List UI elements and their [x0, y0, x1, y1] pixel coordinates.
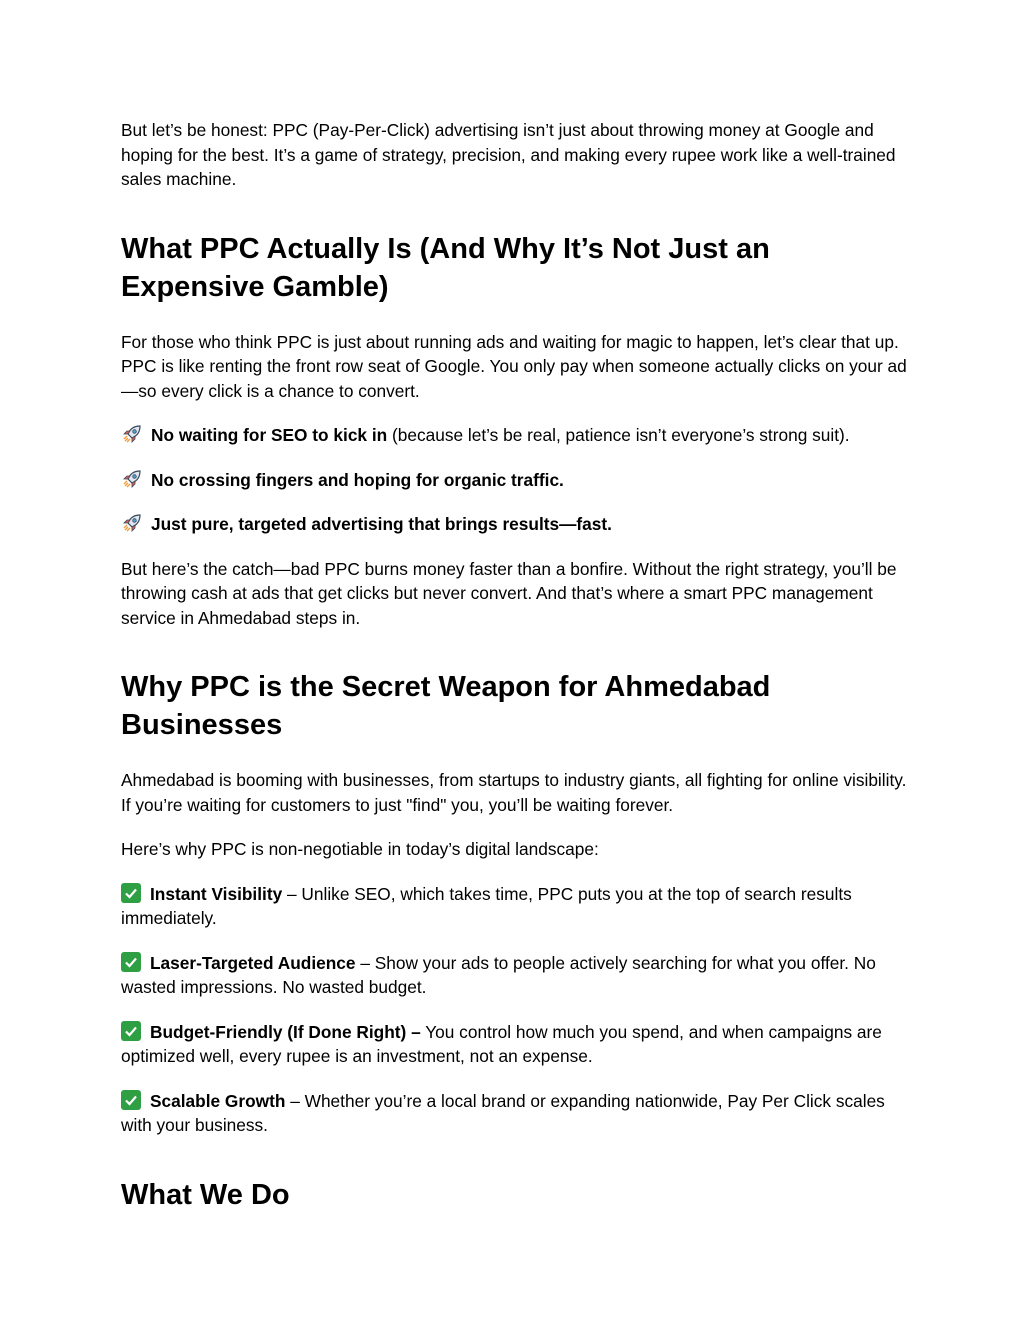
rocket-bullet-text: (because let’s be real, patience isn’t everyone’s strong suit).: [387, 425, 850, 445]
check-icon: [121, 1090, 141, 1110]
check-item-bold: Instant Visibility: [150, 883, 283, 904]
check-item-bold: Budget-Friendly (If Done Right) –: [150, 1021, 421, 1042]
section2-paragraph-2: Here’s why PPC is non-negotiable in today’s digital landscape:: [121, 839, 599, 859]
rocket-bullet-bold: Just pure, targeted advertising that brings results—fast.: [151, 514, 612, 534]
check-item-3: [121, 1020, 911, 1069]
check-item-1: [121, 882, 911, 931]
check-icon: [121, 952, 141, 972]
check-item-text: You control how much you spend, and when campaigns are optimized well, every rupee is an investment, not an expense.: [121, 1021, 882, 1066]
rocket-icon: [121, 512, 143, 534]
check-item-4: [121, 1089, 911, 1138]
rocket-bullet-3: [121, 512, 911, 537]
rocket-icon: [121, 423, 143, 445]
check-item-bold: Laser-Targeted Audience: [150, 952, 356, 973]
rocket-bullet-bold: No waiting for SEO to kick in: [151, 425, 388, 445]
check-item-text: – Unlike SEO, which takes time, PPC puts you at the top of search results immediately.: [121, 883, 852, 928]
intro-paragraph: But let’s be honest: PPC (Pay-Per-Click) advertising isn’t just about throwing money at Google and hoping for the best. It’s a game of strategy, precision, and making every rupee work like a well-trained sales machine.: [121, 120, 896, 189]
section1-paragraph: For those who think PPC is just about running ads and waiting for magic to happen, let’s clear that up. PPC is like renting the front row seat of Google. You only pay when someone actually clicks on your ad—so every click is a chance to convert.: [121, 331, 907, 401]
check-item-text: – Whether you’re a local brand or expanding nationwide, Pay Per Click scales with your business.: [121, 1090, 885, 1135]
check-item-2: [121, 951, 911, 1000]
section-heading-why-ppc: Why PPC is the Secret Weapon for Ahmedabad Businesses: [121, 671, 771, 741]
rocket-bullet-2: [121, 468, 911, 493]
section-heading-what-ppc-is: What PPC Actually Is (And Why It’s Not Just an Expensive Gamble): [121, 232, 770, 303]
check-icon: [121, 1021, 141, 1041]
rocket-icon: [121, 468, 143, 490]
document-page: [121, 118, 911, 1214]
section1-closing-paragraph: But here’s the catch—bad PPC burns money faster than a bonfire. Without the right strategy, you’ll be throwing cash at ads that get clicks but never convert. And that’s where a smart PPC management service in Ahmedabad steps in.: [121, 558, 897, 628]
section2-paragraph-1: Ahmedabad is booming with businesses, from startups to industry giants, all fighting for online visibility. If you’re waiting for customers to just "find" you, you’ll be waiting forever.: [121, 770, 907, 815]
check-icon: [121, 883, 141, 903]
check-item-text: – Show your ads to people actively searching for what you offer. No wasted impressions. No wasted budget.: [121, 952, 876, 997]
check-item-bold: Scalable Growth: [150, 1090, 286, 1111]
rocket-bullet-bold: No crossing fingers and hoping for organic traffic.: [151, 469, 564, 490]
section-heading-what-we-do: What We Do: [121, 1178, 290, 1211]
rocket-bullet-1: [121, 423, 911, 448]
